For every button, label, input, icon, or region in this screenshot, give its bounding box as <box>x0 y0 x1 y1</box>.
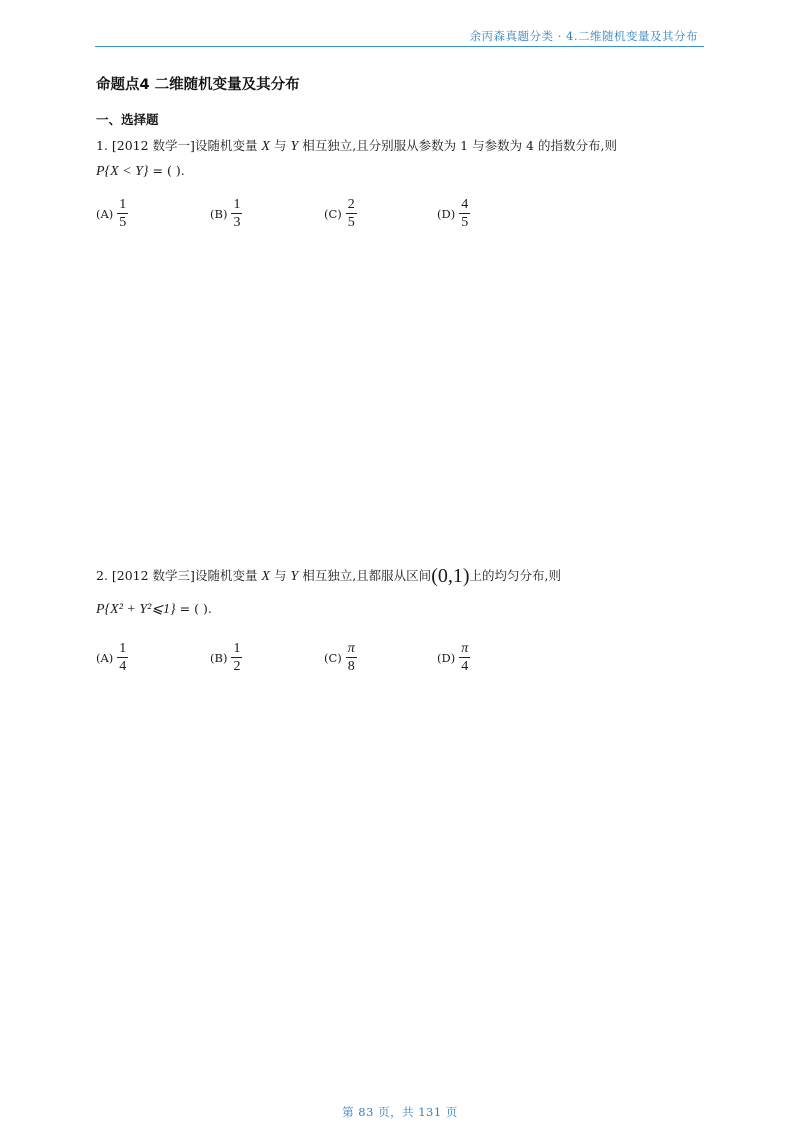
option-label: (B) <box>210 206 228 221</box>
question-1-expression <box>96 163 185 180</box>
section-title: 命题点4 二维随机变量及其分布 <box>96 77 300 93</box>
q2-suffix-b: 上的均匀分布,则 <box>469 568 561 583</box>
fraction-denominator: 5 <box>347 215 355 231</box>
fraction-numerator: 4 <box>459 197 470 214</box>
header-text: 余丙森真题分类 · 4.二维随机变量及其分布 <box>469 29 698 43</box>
option-label: (C) <box>324 650 342 665</box>
q1-tail: = ( ). <box>148 163 185 178</box>
fraction-numerator: π <box>459 641 470 658</box>
q1-prefix: 1. [2012 数学一]设随机变量 <box>96 138 262 153</box>
fraction-denominator: 3 <box>233 215 241 231</box>
option-fraction <box>231 197 242 231</box>
question-2-options <box>96 641 516 685</box>
q2-option-d[interactable] <box>437 641 470 675</box>
option-fraction <box>231 641 242 675</box>
q2-interval: (0,1) <box>431 565 470 587</box>
fraction-numerator: 1 <box>117 641 128 658</box>
question-2-expression <box>96 601 212 618</box>
fraction-denominator: 4 <box>461 659 469 675</box>
option-fraction <box>346 197 357 231</box>
question-1-stem <box>96 136 617 155</box>
option-label: (D) <box>437 206 456 221</box>
fraction-denominator: 5 <box>119 215 127 231</box>
q2-var-y: Y <box>290 569 299 584</box>
fraction-numerator: 1 <box>231 641 242 658</box>
fraction-numerator: 1 <box>231 197 242 214</box>
q2-var-x: X <box>261 569 270 584</box>
q1-expr: P{X < Y} <box>96 164 149 179</box>
q2-tail: = ( ). <box>175 601 212 616</box>
q1-option-b[interactable] <box>210 197 242 231</box>
fraction-numerator: π <box>346 641 357 658</box>
section-subtitle: 一、选择题 <box>96 112 159 127</box>
q1-option-c[interactable] <box>324 197 357 231</box>
q2-expr: P{X² + Y²⩽1} <box>96 602 176 617</box>
option-label: (A) <box>96 650 114 665</box>
q2-option-a[interactable] <box>96 641 128 675</box>
q1-option-d[interactable] <box>437 197 470 231</box>
fraction-numerator: 1 <box>117 197 128 214</box>
q2-prefix: 2. [2012 数学三]设随机变量 <box>96 568 262 583</box>
fraction-denominator: 4 <box>119 659 127 675</box>
fraction-denominator: 2 <box>233 659 241 675</box>
option-fraction <box>459 641 470 675</box>
option-fraction <box>117 197 128 231</box>
q2-option-c[interactable] <box>324 641 357 675</box>
q2-suffix-a: 相互独立,且都服从区间 <box>298 568 432 583</box>
q1-var-x: X <box>261 139 270 154</box>
option-label: (C) <box>324 206 342 221</box>
q1-suffix: 相互独立,且分别服从参数为 1 与参数为 4 的指数分布,则 <box>298 138 617 153</box>
option-fraction <box>346 641 357 675</box>
option-label: (B) <box>210 650 228 665</box>
question-1-options <box>96 197 516 241</box>
option-fraction <box>459 197 470 231</box>
page-footer: 第 83 页，共 131 页 <box>342 1105 458 1119</box>
option-label: (A) <box>96 206 114 221</box>
option-label: (D) <box>437 650 456 665</box>
q2-mid: 与 <box>269 568 291 583</box>
q1-mid: 与 <box>269 138 291 153</box>
question-2-stem <box>96 565 561 588</box>
q1-option-a[interactable] <box>96 197 128 231</box>
option-fraction <box>117 641 128 675</box>
q2-option-b[interactable] <box>210 641 242 675</box>
page-header <box>95 22 704 47</box>
fraction-denominator: 5 <box>461 215 469 231</box>
q1-var-y: Y <box>290 139 299 154</box>
fraction-denominator: 8 <box>347 659 355 675</box>
fraction-numerator: 2 <box>346 197 357 214</box>
